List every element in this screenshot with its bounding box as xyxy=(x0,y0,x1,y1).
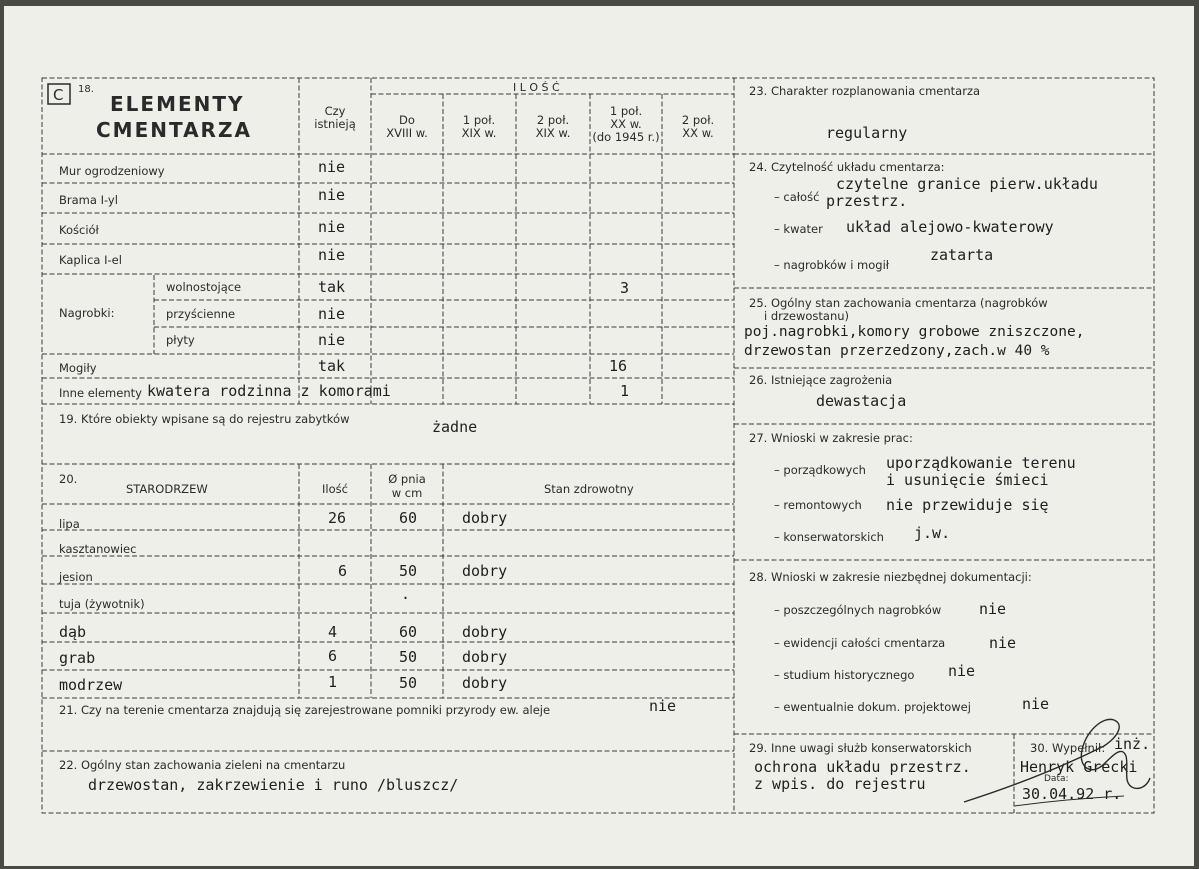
s18-nagrobki-wolno-count: 3 xyxy=(620,279,630,297)
s20-col-diam-1: Ø pnia xyxy=(388,472,426,486)
s18-title-line1: ELEMENTY xyxy=(110,92,245,116)
s20-row-name: kasztanowiec xyxy=(59,542,137,556)
s18-row-kosciol-label: Kościół xyxy=(59,223,99,237)
s18-inne-count: 1 xyxy=(620,382,630,400)
s20-row-diam: 60 xyxy=(399,623,418,641)
s28-item-value: nie xyxy=(1022,695,1050,713)
s18-row-kaplica-label: Kaplica I-el xyxy=(59,253,122,267)
s24-calosc-value-2: przestrz. xyxy=(826,192,908,210)
s27-rem-value: nie przewiduje się xyxy=(886,496,1049,514)
s25-value-2: drzewostan przerzedzony,zach.w 40 % xyxy=(744,343,1050,359)
s28-item-label: – studium historycznego xyxy=(774,668,915,682)
s23-value: regularny xyxy=(826,124,908,142)
s18-inne-value: kwatera rodzinna z komorami xyxy=(147,382,391,400)
s18-title-line2: CMENTARZA xyxy=(96,118,252,142)
s20-row-health: dobry xyxy=(462,623,508,641)
s21-label: 21. Czy na terenie cmentarza znajdują się zarejestrowane pomniki przyrody ew. aleje xyxy=(59,703,551,717)
s22-value: drzewostan, zakrzewienie i runo /bluszcz/ xyxy=(88,776,459,794)
s28-item-label: – ewentualnie dokum. projektowej xyxy=(774,700,971,714)
s30-label: 30. Wypełnił: xyxy=(1030,741,1106,755)
s18-row-brama-value: nie xyxy=(318,186,346,204)
s20-title: STARODRZEW xyxy=(126,482,208,496)
s25-value-1: poj.nagrobki,komory grobowe zniszczone, xyxy=(744,324,1085,340)
s20-row-name: dąb xyxy=(59,623,87,641)
s28-item-label: – poszczególnych nagrobków xyxy=(774,603,942,617)
s27-label: 27. Wnioski w zakresie prac: xyxy=(749,431,913,445)
s20-col-count: Ilość xyxy=(322,482,348,496)
section-letter: C xyxy=(53,86,64,104)
s20-row-name: tuja (żywotnik) xyxy=(59,597,145,611)
s20-row-count: 6 xyxy=(328,647,338,665)
s28-item-value: nie xyxy=(948,662,976,680)
s20-col-health: Stan zdrowotny xyxy=(544,482,634,496)
s18-col-2-a: 1 poł. xyxy=(462,113,496,127)
s18-col-4-b: XX w. xyxy=(610,117,642,131)
s24-kwater-value: układ alejowo-kwaterowy xyxy=(846,218,1054,236)
s20-number: 20. xyxy=(59,472,78,486)
s18-nagrobki-plyty-value: nie xyxy=(318,331,346,349)
s28-label: 28. Wnioski w zakresie niezbędnej dokumentacji: xyxy=(749,570,1032,584)
s27-kons-label: – konserwatorskich xyxy=(774,530,884,544)
s24-calosc-value-1: czytelne granice pierw.układu xyxy=(836,175,1098,193)
s30-title: inż. xyxy=(1114,735,1151,753)
s27-rem-label: – remontowych xyxy=(774,498,862,512)
s24-kwater-label: – kwater xyxy=(774,222,823,236)
s28-item-label: – ewidencji całości cmentarza xyxy=(774,636,946,650)
s18-row-mur-value: nie xyxy=(318,158,346,176)
s18-mogily-value: tak xyxy=(318,357,346,375)
s18-col-4-a: 1 poł. xyxy=(609,104,643,118)
s18-number: 18. xyxy=(78,84,94,95)
s18-nagrobki-przysc-label: przyścienne xyxy=(166,307,236,321)
s18-col-4-c: (do 1945 r.) xyxy=(592,130,660,144)
s24-label: 24. Czytelność układu cmentarza: xyxy=(749,160,945,174)
s18-nagrobki-wolno-label: wolnostojące xyxy=(166,280,242,294)
s18-col-2-b: XIX w. xyxy=(461,126,497,140)
s18-mogily-count: 16 xyxy=(609,357,628,375)
s20-row-health: dobry xyxy=(462,674,508,692)
s20-col-diam-2: w cm xyxy=(391,486,423,500)
s18-row-kosciol-value: nie xyxy=(318,218,346,236)
s20-row-health: dobry xyxy=(462,562,508,580)
s26-value: dewastacja xyxy=(816,392,907,410)
s18-col-5-b: XX w. xyxy=(682,126,714,140)
s18-row-brama-label: Brama I-yl xyxy=(59,193,118,207)
s27-kons-value: j.w. xyxy=(914,524,951,542)
s18-col-1-b: XVIII w. xyxy=(386,126,428,140)
s18-col-5-a: 2 poł. xyxy=(681,113,715,127)
s18-nagrobki-label: Nagrobki: xyxy=(59,306,115,320)
s18-nagrobki-wolno-value: tak xyxy=(318,278,346,296)
s20-row-diam: 50 xyxy=(399,674,418,692)
s23-label: 23. Charakter rozplanowania cmentarza xyxy=(749,84,981,98)
s20-row-count: 26 xyxy=(328,509,347,527)
s30-date-label: Data: xyxy=(1044,774,1069,784)
s19-label: 19. Które obiekty wpisane są do rejestru zabytków xyxy=(59,412,350,426)
s18-mogily-label: Mogiły xyxy=(59,361,97,375)
s18-nagrobki-przysc-value: nie xyxy=(318,305,346,323)
s18-col-3-a: 2 poł. xyxy=(536,113,570,127)
s27-porz-value-2: i usunięcie śmieci xyxy=(886,471,1049,489)
s20-row-diam: 50 xyxy=(399,648,418,666)
s27-porz-label: – porządkowych xyxy=(774,463,866,477)
s18-ilosc-header: I L O Ś Ć xyxy=(513,81,560,94)
s27-porz-value-1: uporządkowanie terenu xyxy=(886,454,1076,472)
s18-col-3-b: XIX w. xyxy=(535,126,571,140)
s18-col-1-a: Do xyxy=(399,113,415,127)
handwritten-signature xyxy=(954,706,1154,811)
s29-value-2: z wpis. do rejestru xyxy=(754,775,926,793)
s24-calosc-label: – całość xyxy=(774,190,820,204)
s28-item-value: nie xyxy=(979,600,1007,618)
s20-row-name: jesion xyxy=(59,570,93,584)
s20-row-health: dobry xyxy=(462,648,508,666)
s19-value: żadne xyxy=(432,418,478,436)
s25-label-1: 25. Ogólny stan zachowania cmentarza (nagrobków xyxy=(749,296,1048,310)
s20-row-name: grab xyxy=(59,649,96,667)
s20-row-count: 1 xyxy=(328,673,338,691)
s20-row-health: dobry xyxy=(462,509,508,527)
s26-label: 26. Istniejące zagrożenia xyxy=(749,373,893,387)
s20-row-diam: · xyxy=(401,589,411,607)
s30-date: 30.04.92 r. xyxy=(1022,785,1122,803)
s28-item-value: nie xyxy=(989,634,1017,652)
s18-row-kaplica-value: nie xyxy=(318,246,346,264)
s20-row-count: 4 xyxy=(328,623,338,641)
document-card xyxy=(4,6,1194,866)
s24-nagrobkow-label: – nagrobków i mogił xyxy=(774,258,890,272)
s20-row-name: modrzew xyxy=(59,676,123,694)
s18-col-exists-2: istnieją xyxy=(314,117,356,131)
s20-row-diam: 60 xyxy=(399,509,418,527)
s18-nagrobki-plyty-label: płyty xyxy=(166,333,195,347)
s18-row-mur-label: Mur ogrodzeniowy xyxy=(59,164,165,178)
s29-value-1: ochrona układu przestrz. xyxy=(754,758,971,776)
s24-nagrobkow-value: zatarta xyxy=(930,246,994,264)
s20-row-name: lipa xyxy=(59,517,80,531)
s30-name: Henryk Grecki xyxy=(1020,758,1138,776)
s20-row-diam: 50 xyxy=(399,562,418,580)
s18-inne-label: Inne elementy xyxy=(59,386,142,400)
s25-label-2: i drzewostanu) xyxy=(764,309,850,323)
s18-col-exists-1: Czy xyxy=(324,104,346,118)
s20-row-count: 6 xyxy=(338,562,348,580)
s21-value: nie xyxy=(649,697,677,715)
s29-label: 29. Inne uwagi służb konserwatorskich xyxy=(749,741,972,755)
s22-label: 22. Ogólny stan zachowania zieleni na cmentarzu xyxy=(59,758,346,772)
